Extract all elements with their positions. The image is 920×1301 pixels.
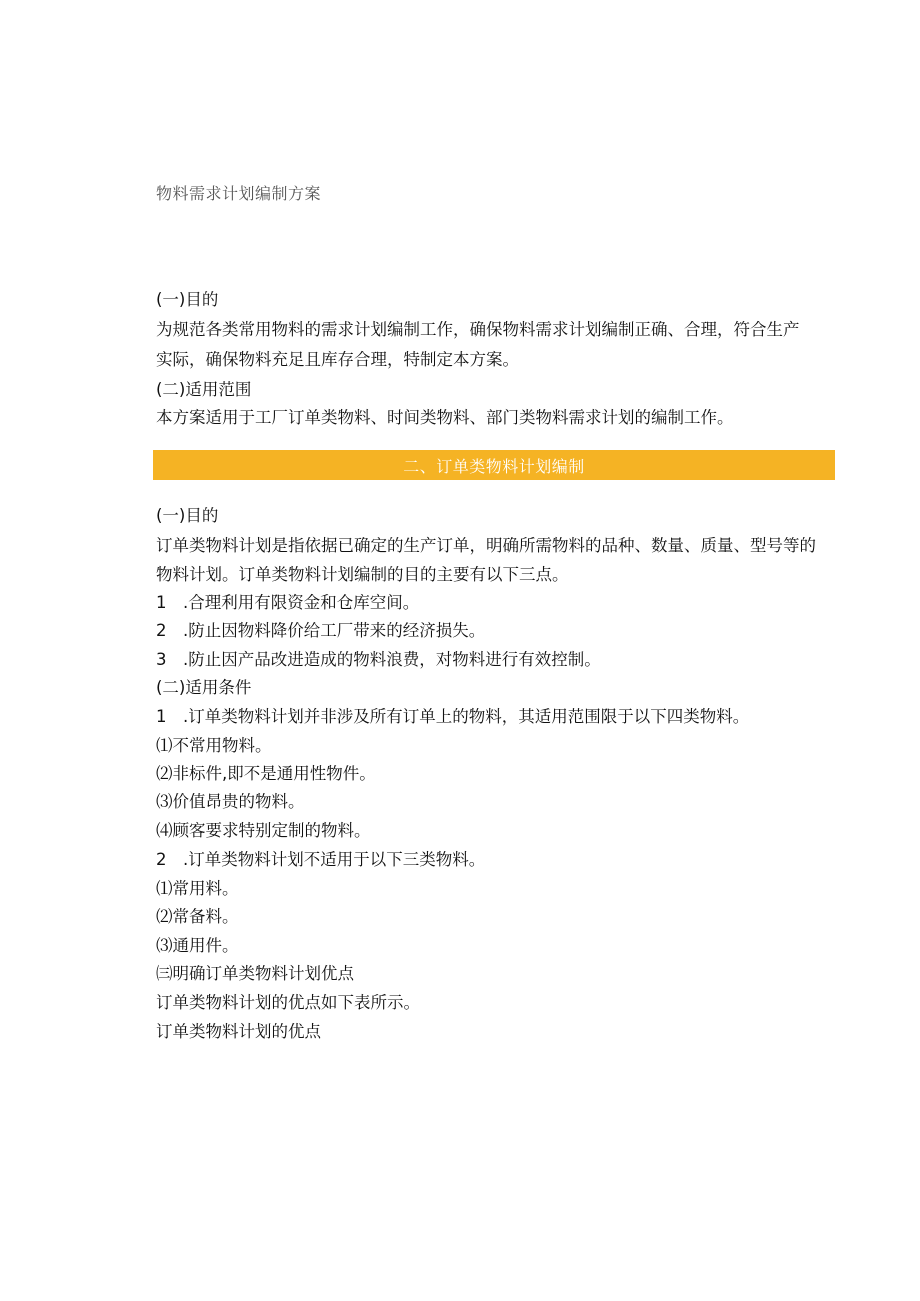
document-title: 物料需求计划编制方案: [156, 184, 322, 203]
condition2-list-item: ⑶通用件。: [156, 936, 239, 955]
condition1-list-item: ⑷顾客要求特别定制的物料。: [156, 821, 371, 840]
section2-banner: [153, 450, 835, 480]
section2-purpose-line1: 订单类物料计划是指依据已确定的生产订单，明确所需物料的品种、数量、质量、型号等的: [156, 536, 816, 555]
condition2-text: 2 .订单类物料计划不适用于以下三类物料。: [156, 850, 486, 869]
section1-scope-text: 本方案适用于工厂订单类物料、时间类物料、部门类物料需求计划的编制工作。: [156, 408, 734, 427]
section1-purpose-heading: (一)目的: [156, 290, 219, 309]
section1-purpose-line1: 为规范各类常用物料的需求计划编制工作，确保物料需求计划编制正确、合理，符合生产: [156, 320, 800, 339]
section2-purpose-heading: (一)目的: [156, 506, 219, 525]
condition1-list-item: ⑵非标件,即不是通用性物件。: [156, 764, 376, 783]
section1-purpose-line2: 实际，确保物料充足且库存合理，特制定本方案。: [156, 350, 519, 369]
section2-conditions-heading: (二)适用条件: [156, 678, 252, 697]
purpose-list-item: 1 .合理利用有限资金和仓库空间。: [156, 593, 420, 612]
condition2-list-item: ⑴常用料。: [156, 879, 239, 898]
purpose-list-item: 2 .防止因物料降价给工厂带来的经济损失。: [156, 621, 486, 640]
condition1-list-item: ⑶价值昂贵的物料。: [156, 792, 305, 811]
condition2-list-item: ⑵常备料。: [156, 907, 239, 926]
section1-scope-heading: (二)适用范围: [156, 380, 252, 399]
section2-advantages-heading: ㈢明确订单类物料计划优点: [156, 964, 354, 983]
purpose-list-item: 3 .防止因产品改进造成的物料浪费，对物料进行有效控制。: [156, 650, 601, 669]
section2-banner-text: 二、订单类物料计划编制: [403, 456, 585, 476]
condition1-list-item: ⑴不常用物料。: [156, 736, 272, 755]
section2-purpose-line2: 物料计划。订单类物料计划编制的目的主要有以下三点。: [156, 565, 569, 584]
condition1-text: 1 .订单类物料计划并非涉及所有订单上的物料，其适用范围限于以下四类物料。: [156, 707, 750, 726]
section2-advantages-text: 订单类物料计划的优点如下表所示。: [156, 993, 420, 1012]
table-caption: 订单类物料计划的优点: [156, 1022, 321, 1041]
